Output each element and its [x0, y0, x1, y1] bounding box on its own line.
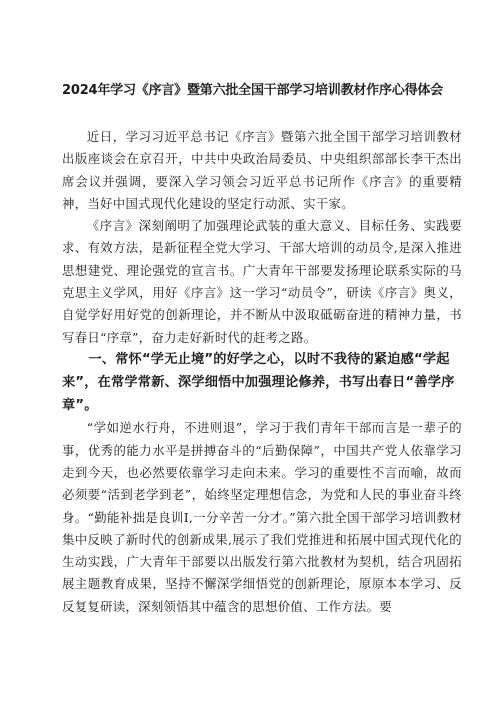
section-paragraph-1: “学如逆水行舟，不进则退”，学习于我们青年干部而言是一辈子的事，优秀的能力水平是拼搏奋斗的“后勤保障”，中国共产党人依靠学习走到今天，也必然要依靠学习走向未来。学习的重要性不言而喻，故而必须要“活到老学到老”，始终坚定理想信念，为党和人民的事业奋斗终身。“勤能补拙是良训I,一分辛苦一分才。”第六批全国干部学习培训教材集中反映了新时代的创新成果,展示了我们党推进和拓展中国式现代化的生动实践，广大青年干部要以出版发行第六批教材为契机，结合巩固拓展主题教育成果，坚持不懈深学细悟党的创新理论，原原本本学习、反反复复研读，深刻领悟其中蕴含的思想价值、工作方法。要: [62, 420, 462, 614]
document-body: [62, 126, 462, 618]
document-title: 2024年学习《序言》暨第六批全国干部学习培训教材作序心得体会: [62, 83, 443, 98]
intro-paragraph-1: 近日，学习习近平总书记《序言》暨第六批全国干部学习培训教材出版座谈会在京召开，中共中央政治局委员、中央组织部部长李干杰出席会议并强调，要深入学习领会习近平总书记所作《序言》的重要精神，当好中国式现代化建设的坚定行动派、实干家。: [62, 129, 462, 211]
section-heading-1: 一、常怀“学无止境”的好学之心，以时不我待的紧迫感“学起来”，在常学常新、深学细悟中加强理论修养，书写出春日“善学序章”。: [62, 351, 455, 413]
intro-paragraph-2: 《序言》深刻阐明了加强理论武装的重大意义、目标任务、实践要求、有效方法，是新征程全党大学习、干部大培训的动员令,是深入推进思想建党、理论强党的宣言书。广大青年干部要发扬理论联系实际的马克思主义学风，用好《序言》这一学习“动员令”，研读《序言》奥义，自觉学好用好党的创新理论，并不断从中汲取砥砺奋进的精神力量，书写春日“序章”，奋力走好新时代的赶考之路。: [62, 218, 462, 345]
